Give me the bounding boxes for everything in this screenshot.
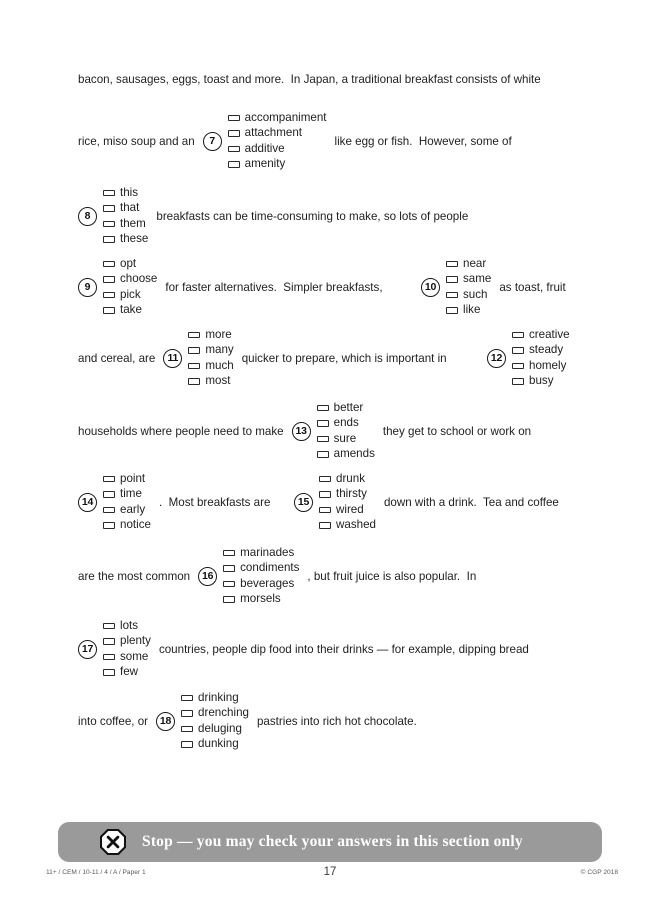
option-label: amenity [244, 157, 286, 171]
question-group-7 [203, 110, 327, 172]
question-row-8 [78, 185, 468, 247]
text-before-q16: are the most common [78, 569, 191, 583]
text-after-q11: quicker to prepare, which is important in [241, 351, 447, 365]
option-item[interactable] [103, 502, 151, 518]
option-list-9 [103, 256, 157, 318]
option-item[interactable] [103, 303, 157, 319]
option-item[interactable] [103, 618, 151, 634]
option-item[interactable] [103, 287, 157, 303]
option-label: most [205, 374, 231, 388]
checkbox-icon[interactable] [103, 307, 115, 314]
option-item[interactable] [317, 431, 375, 447]
question-group-12 [487, 327, 570, 389]
checkbox-icon[interactable] [446, 276, 458, 283]
option-list-14 [103, 471, 151, 533]
option-label: dunking [198, 737, 239, 751]
option-item[interactable] [446, 272, 491, 288]
text-after-q17: countries, people dip food into their drinks — for example, dipping bread [158, 642, 529, 656]
checkbox-icon[interactable] [181, 741, 193, 748]
option-item[interactable] [103, 272, 157, 288]
checkbox-icon[interactable] [103, 261, 115, 268]
question-number-10: 10 [421, 278, 440, 297]
page-number: 17 [323, 866, 337, 878]
checkbox-icon[interactable] [103, 236, 115, 243]
checkbox-icon[interactable] [188, 347, 200, 354]
option-label: deluging [198, 721, 242, 735]
question-group-16 [198, 545, 299, 607]
option-label: creative [529, 327, 570, 341]
checkbox-icon[interactable] [181, 695, 193, 702]
option-label: drinking [198, 690, 239, 704]
option-item[interactable] [317, 400, 375, 416]
option-item[interactable] [103, 256, 157, 272]
checkbox-icon[interactable] [228, 115, 240, 122]
option-item[interactable] [512, 327, 570, 343]
checkbox-icon[interactable] [319, 476, 331, 483]
question-row-14 [78, 471, 270, 533]
checkbox-icon[interactable] [317, 405, 329, 412]
option-label: thirsty [336, 487, 367, 501]
question-group-11 [163, 327, 233, 389]
question-group-15 [294, 471, 376, 533]
checkbox-icon[interactable] [228, 161, 240, 168]
option-label: such [463, 287, 488, 301]
checkbox-icon[interactable] [317, 451, 329, 458]
text-after-q14: . Most breakfasts are [158, 495, 271, 509]
option-item[interactable] [317, 416, 375, 432]
checkbox-icon[interactable] [512, 363, 524, 370]
option-label: washed [336, 518, 376, 532]
option-label: much [205, 358, 234, 372]
footer-copyright: © CGP 2018 [580, 869, 618, 876]
option-item[interactable] [181, 706, 249, 722]
option-item[interactable] [228, 141, 327, 157]
checkbox-icon[interactable] [223, 581, 235, 588]
question-group-8 [78, 185, 148, 247]
option-label: choose [120, 272, 158, 286]
option-label: sure [333, 431, 357, 445]
option-list-12 [512, 327, 570, 389]
option-list-10 [446, 256, 491, 318]
option-label: marinades [240, 545, 295, 559]
option-label: condiments [240, 561, 300, 575]
option-label: morsels [240, 592, 281, 606]
checkbox-icon[interactable] [188, 332, 200, 339]
option-item[interactable] [319, 471, 376, 487]
question-row-13 [78, 400, 531, 462]
checkbox-icon[interactable] [103, 669, 115, 676]
question-number-8: 8 [78, 207, 97, 226]
checkbox-icon[interactable] [446, 307, 458, 314]
option-label: same [463, 272, 492, 286]
checkbox-icon[interactable] [188, 363, 200, 370]
option-label: that [120, 201, 140, 215]
question-row-10 [421, 256, 566, 318]
checkbox-icon[interactable] [181, 726, 193, 733]
question-group-10 [421, 256, 491, 318]
checkbox-icon[interactable] [223, 596, 235, 603]
text-after-q8: breakfasts can be time-consuming to make, so lots of people [156, 209, 469, 223]
option-label: homely [529, 358, 567, 372]
checkbox-icon[interactable] [317, 436, 329, 443]
option-label: them [120, 216, 146, 230]
option-item[interactable] [223, 545, 299, 561]
question-group-14 [78, 471, 151, 533]
option-item[interactable] [228, 157, 327, 173]
stop-banner [58, 822, 602, 862]
option-label: few [120, 665, 139, 679]
checkbox-icon[interactable] [103, 522, 115, 529]
text-after-q10: as toast, fruit [499, 280, 566, 294]
checkbox-icon[interactable] [228, 146, 240, 153]
question-row-15 [294, 471, 559, 533]
option-item[interactable] [319, 502, 376, 518]
option-list-15 [319, 471, 376, 533]
checkbox-icon[interactable] [512, 378, 524, 385]
text-before-q13: households where people need to make [78, 424, 284, 438]
option-item[interactable] [103, 185, 148, 201]
question-row-18 [78, 690, 417, 752]
checkbox-icon[interactable] [103, 476, 115, 483]
option-label: beverages [240, 576, 295, 590]
option-list-13 [317, 400, 375, 462]
option-label: opt [120, 256, 137, 270]
option-item[interactable] [223, 576, 299, 592]
question-number-18: 18 [156, 712, 175, 731]
question-row-12 [487, 327, 570, 389]
checkbox-icon[interactable] [103, 491, 115, 498]
question-number-17: 17 [78, 640, 97, 659]
option-item[interactable] [103, 665, 151, 681]
option-item[interactable] [188, 327, 233, 343]
option-item[interactable] [512, 358, 570, 374]
option-item[interactable] [223, 592, 299, 608]
option-item[interactable] [512, 343, 570, 359]
option-item[interactable] [223, 561, 299, 577]
option-list-8 [103, 185, 148, 247]
checkbox-icon[interactable] [181, 710, 193, 717]
question-row-16 [78, 545, 476, 607]
checkbox-icon[interactable] [103, 623, 115, 630]
option-label: this [120, 185, 139, 199]
question-group-13 [292, 400, 375, 462]
option-label: these [120, 232, 149, 246]
checkbox-icon[interactable] [103, 507, 115, 514]
stop-banner-text: Stop — you may check your answers in this section only [142, 833, 523, 850]
question-row-9 [78, 256, 383, 318]
checkbox-icon[interactable] [223, 565, 235, 572]
text-after-q13: they get to school or work on [382, 424, 532, 438]
option-label: like [463, 303, 481, 317]
question-number-9: 9 [78, 278, 97, 297]
question-number-11: 11 [163, 349, 182, 368]
question-row-11 [78, 327, 447, 389]
option-label: ends [333, 416, 359, 430]
text-after-q18: pastries into rich hot chocolate. [256, 714, 417, 728]
text-before-q7: rice, miso soup and an [78, 134, 195, 148]
option-label: time [120, 487, 142, 501]
checkbox-icon[interactable] [317, 420, 329, 427]
checkbox-icon[interactable] [103, 292, 115, 299]
question-group-9 [78, 256, 157, 318]
option-list-17 [103, 618, 151, 680]
option-label: drunk [336, 471, 366, 485]
option-item[interactable] [181, 721, 249, 737]
checkbox-icon[interactable] [103, 205, 115, 212]
checkbox-icon[interactable] [446, 292, 458, 299]
question-number-16: 16 [198, 567, 217, 586]
question-number-15: 15 [294, 493, 313, 512]
option-label: near [463, 256, 487, 270]
footer-paper-reference: 11+ / CEM / 10-11 / 4 / A / Paper 1 [46, 869, 146, 876]
option-item[interactable] [446, 256, 491, 272]
option-list-7 [228, 110, 327, 172]
option-label: busy [529, 374, 554, 388]
option-item[interactable] [228, 126, 327, 142]
option-label: notice [120, 518, 151, 532]
option-item[interactable] [319, 518, 376, 534]
option-item[interactable] [181, 690, 249, 706]
option-label: many [205, 343, 234, 357]
option-label: lots [120, 618, 139, 632]
option-label: drenching [198, 706, 249, 720]
intro-paragraph: bacon, sausages, eggs, toast and more. In Japan, a traditional breakfast consists of white [78, 73, 541, 86]
stop-octagon-icon [100, 829, 126, 855]
option-item[interactable] [446, 303, 491, 319]
question-number-7: 7 [203, 132, 222, 151]
checkbox-icon[interactable] [446, 261, 458, 268]
option-item[interactable] [103, 518, 151, 534]
option-item[interactable] [103, 634, 151, 650]
option-label: additive [244, 141, 285, 155]
option-item[interactable] [103, 649, 151, 665]
checkbox-icon[interactable] [228, 130, 240, 137]
option-item[interactable] [188, 358, 233, 374]
option-item[interactable] [103, 232, 148, 248]
question-number-12: 12 [487, 349, 506, 368]
checkbox-icon[interactable] [223, 550, 235, 557]
option-item[interactable] [103, 487, 151, 503]
text-after-q15: down with a drink. Tea and coffee [383, 495, 559, 509]
option-item[interactable] [181, 737, 249, 753]
checkbox-icon[interactable] [512, 347, 524, 354]
text-before-q18: into coffee, or [78, 714, 149, 728]
option-list-16 [223, 545, 299, 607]
option-label: wired [336, 502, 364, 516]
question-number-13: 13 [292, 422, 311, 441]
option-label: better [333, 400, 364, 414]
text-after-q7: like egg or fish. However, some of [334, 134, 512, 148]
checkbox-icon[interactable] [103, 638, 115, 645]
option-list-11 [188, 327, 233, 389]
option-label: point [120, 471, 146, 485]
checkbox-icon[interactable] [103, 654, 115, 661]
option-item[interactable] [103, 471, 151, 487]
checkbox-icon[interactable] [103, 276, 115, 283]
option-label: attachment [244, 126, 303, 140]
option-item[interactable] [188, 374, 233, 390]
option-label: steady [529, 343, 564, 357]
option-label: plenty [120, 634, 151, 648]
option-label: take [120, 303, 142, 317]
checkbox-icon[interactable] [319, 507, 331, 514]
text-before-q11: and cereal, are [78, 351, 156, 365]
question-row-7 [78, 110, 512, 172]
option-label: pick [120, 287, 141, 301]
question-number-14: 14 [78, 493, 97, 512]
option-item[interactable] [446, 287, 491, 303]
option-item[interactable] [317, 447, 375, 463]
question-group-17 [78, 618, 151, 680]
option-item[interactable] [188, 343, 233, 359]
option-label: some [120, 649, 149, 663]
option-label: early [120, 502, 146, 516]
question-group-18 [156, 690, 249, 752]
text-after-q16: , but fruit juice is also popular. In [307, 569, 477, 583]
text-after-q9: for faster alternatives. Simpler breakfasts, [165, 280, 383, 294]
option-item[interactable] [512, 374, 570, 390]
checkbox-icon[interactable] [103, 221, 115, 228]
checkbox-icon[interactable] [319, 491, 331, 498]
option-label: amends [333, 447, 375, 461]
checkbox-icon[interactable] [188, 378, 200, 385]
option-item[interactable] [103, 201, 148, 217]
checkbox-icon[interactable] [512, 332, 524, 339]
checkbox-icon[interactable] [319, 522, 331, 529]
option-label: accompaniment [244, 110, 327, 124]
option-item[interactable] [319, 487, 376, 503]
option-list-18 [181, 690, 249, 752]
checkbox-icon[interactable] [103, 190, 115, 197]
option-item[interactable] [103, 216, 148, 232]
option-item[interactable] [228, 110, 327, 126]
question-row-17 [78, 618, 529, 680]
option-label: more [205, 327, 232, 341]
